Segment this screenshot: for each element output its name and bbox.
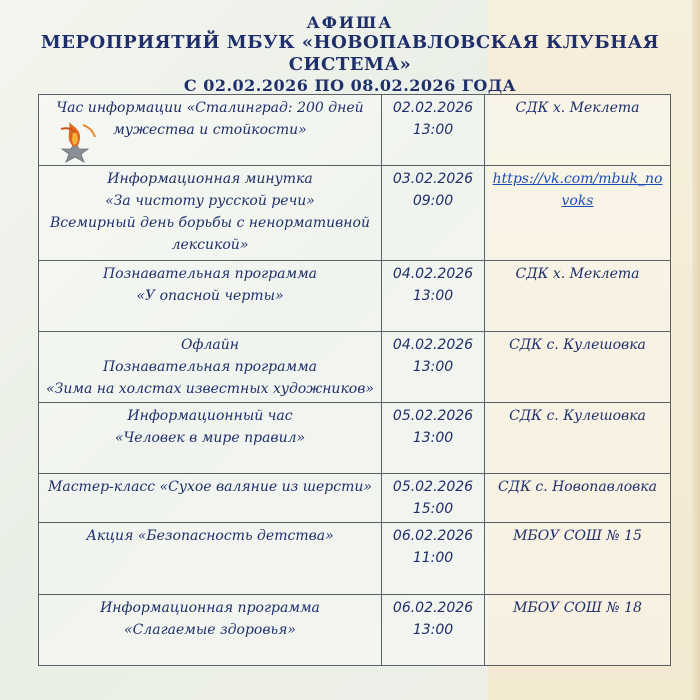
event-time: 13:00 [412,430,454,446]
table-row [39,166,671,261]
event-date: 02.02.2026 [392,100,474,116]
event-date: 04.02.2026 [392,266,474,282]
event-date: 05.02.2026 [392,408,474,424]
event-date: 04.02.2026 [392,337,474,353]
event-cell [39,95,382,166]
table-row [39,474,671,523]
table-row [39,332,671,403]
poster-subtitle: МЕРОПРИЯТИЙ МБУК «НОВОПАВЛОВСКАЯ КЛУБНАЯ СИСТЕМА» [40,32,660,75]
event-time: 13:00 [412,288,454,304]
date-cell [382,166,485,261]
event-cell [39,261,382,332]
place-cell: СДК х. Меклета [485,95,671,166]
event-title-line: Информационная минутка [107,171,313,187]
event-title-line: «За чистоту русской речи» [105,193,315,209]
table-row [39,403,671,474]
event-title-line: Всемирный день борьбы с ненормативной [50,215,370,231]
events-table [38,94,671,666]
event-title-line: «У опасной черты» [136,288,284,304]
event-title-line: Мастер-класс «Сухое валяние из шерсти» [48,479,372,495]
event-title-line: Офлайн [181,337,239,353]
event-cell [39,595,382,666]
event-title-line: Познавательная программа [102,266,318,282]
table-row [39,261,671,332]
event-title-line: Информационная программа [100,600,320,616]
event-cell [39,474,382,523]
date-cell [382,95,485,166]
event-cell [39,332,382,403]
date-cell [382,403,485,474]
place-cell [485,166,671,261]
event-title-line: «Слагаемые здоровья» [124,622,296,638]
event-time: 09:00 [412,193,454,209]
place-cell: МБОУ СОШ № 18 [485,595,671,666]
date-cell [382,332,485,403]
event-date: 03.02.2026 [392,171,474,187]
page-edge [692,0,700,700]
event-time: 13:00 [412,122,454,138]
table-row [39,595,671,666]
event-title-line: Акция «Безопасность детства» [86,528,334,544]
event-title-line: «Человек в мире правил» [114,430,306,446]
place-cell: СДК с. Кулешовка [485,403,671,474]
event-cell [39,403,382,474]
table-row [39,95,671,166]
date-cell [382,595,485,666]
date-cell [382,261,485,332]
poster-header [0,14,700,96]
event-cell [39,523,382,595]
place-cell: СДК с. Новопавловка [485,474,671,523]
event-time: 11:00 [412,550,454,566]
event-time: 15:00 [412,501,454,517]
event-time: 13:00 [412,359,454,375]
date-cell [382,523,485,595]
event-date: 05.02.2026 [392,479,474,495]
vk-link[interactable]: https://vk.com/mbuk_novoks [492,171,663,209]
event-title-line: Познавательная программа [102,359,318,375]
place-cell: МБОУ СОШ № 15 [485,523,671,595]
eternal-flame-star-icon [53,119,97,163]
event-title-line: Информационный час [127,408,293,424]
event-title-line: «Зима на холстах известных художников» [46,381,374,397]
event-date: 06.02.2026 [392,528,474,544]
event-title-line: мужества и стойкости» [113,122,307,138]
place-cell: СДК с. Кулешовка [485,332,671,403]
event-title-line: Час информации «Сталинград: 200 дней [56,100,364,116]
place-cell: СДК х. Меклета [485,261,671,332]
event-time: 13:00 [412,622,454,638]
event-cell [39,166,382,261]
poster-title: АФИША [306,13,394,32]
poster-date-range: С 02.02.2026 ПО 08.02.2026 ГОДА [183,76,517,95]
event-title-line: лексикой» [171,237,249,253]
date-cell [382,474,485,523]
table-row [39,523,671,595]
event-date: 06.02.2026 [392,600,474,616]
